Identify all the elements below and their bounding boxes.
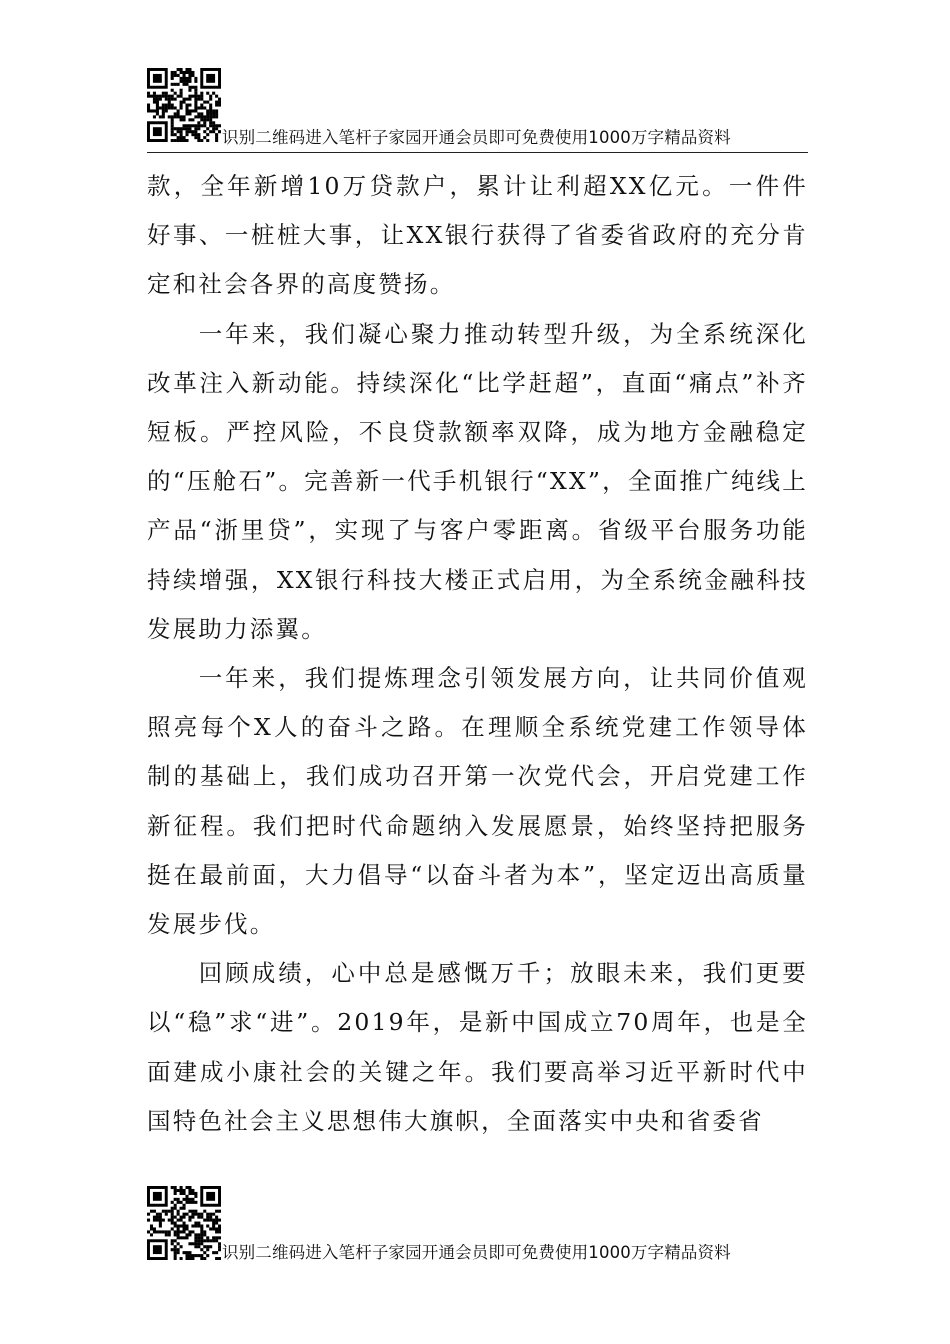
paragraph-1: 款，全年新增10万贷款户，累计让利超XX亿元。一件件好事、一桩桩大事，让XX银行获得了省委省政府的充分肯定和社会各界的高度赞扬。 (147, 172, 808, 299)
document-body (147, 162, 808, 1146)
header-banner-text: 识别二维码进入笔杆子家园开通会员即可免费使用1000万字精品资料 (222, 128, 731, 147)
footer-qr-code-icon (147, 1186, 221, 1260)
paragraph-2: 一年来，我们凝心聚力推动转型升级，为全系统深化改革注入新动能。持续深化“比学赶超”，直面“痛点”补齐短板。严控风险，不良贷款额率双降，成为地方金融稳定的“压舱石”。完善新一代手机银行“XX”，全面推广纯线上产品“浙里贷”，实现了与客户零距离。省级平台服务功能持续增强，XX银行科技大楼正式启用，为全系统金融科技发展助力添翼。 (147, 319, 808, 643)
header-divider (147, 152, 808, 153)
paragraph-4: 回顾成绩，心中总是感慨万千；放眼未来，我们更要以“稳”求“进”。2019年，是新中国成立70周年，也是全面建成小康社会的关键之年。我们要高举习近平新时代中国特色社会主义思想伟大旗帜，全面落实中央和省委省 (147, 959, 808, 1135)
header-qr-code-icon (147, 68, 221, 142)
footer-banner-text: 识别二维码进入笔杆子家园开通会员即可免费使用1000万字精品资料 (222, 1243, 731, 1262)
paragraph-3: 一年来，我们提炼理念引领发展方向，让共同价值观照亮每个X人的奋斗之路。在理顺全系统党建工作领导体制的基础上，我们成功召开第一次党代会，开启党建工作新征程。我们把时代命题纳入发展愿景，始终坚持把服务挺在最前面，大力倡导“以奋斗者为本”，坚定迈出高质量发展步伐。 (147, 664, 808, 939)
